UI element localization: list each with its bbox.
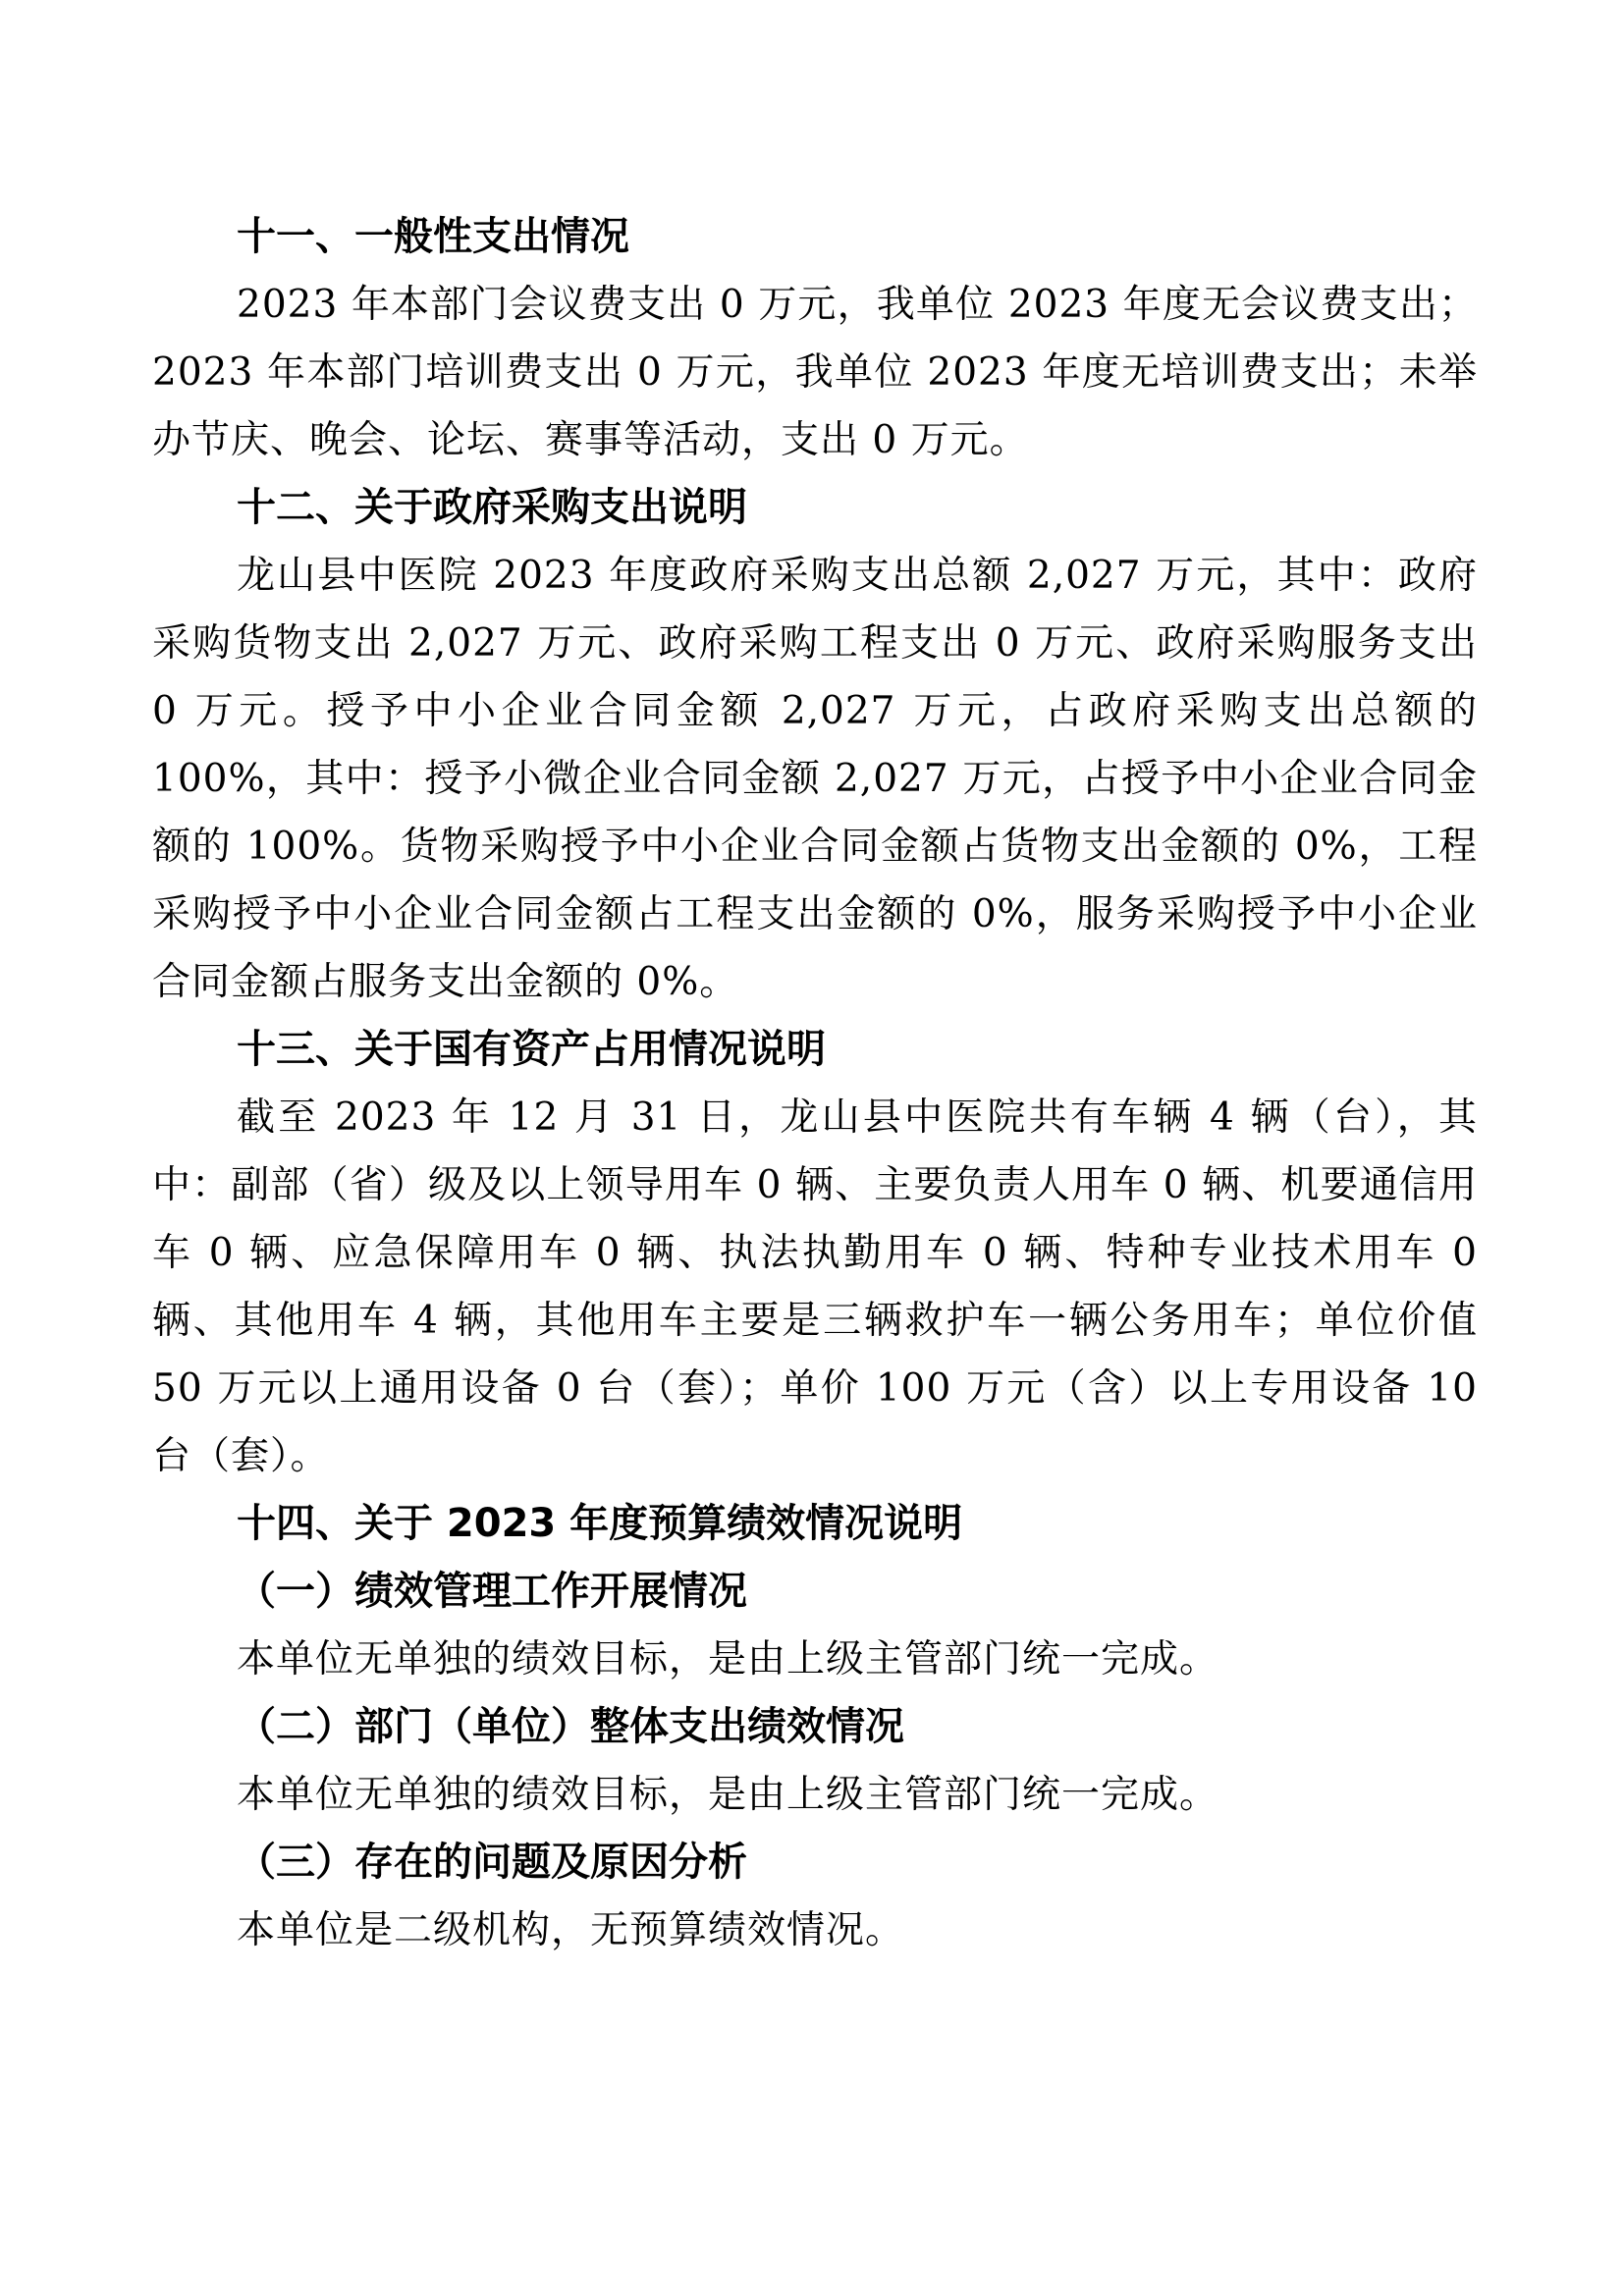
section-heading-general-expenditure: 十一、一般性支出情况 [237, 214, 629, 259]
paragraph-state-assets: 截至 2023 年 12 月 31 日，龙山县中医院共有车辆 4 辆（台），其中：副部（省）级及以上领导用车 0 辆、主要负责人用车 0 辆、机要通信用车 0 辆、应急保障用车 0 辆、执法执勤用车 0 辆、特种专业技术用车 0 辆、其他用车 4 辆，其他用车主要是三辆救护车一辆公务用车；单位价值 50 万元以上通用设备 0 台（套）；单价 100 万元（含）以上专用设备 10 台（套）。 [152, 1095, 1478, 1478]
paragraph-general-expenditure: 2023 年本部门会议费支出 0 万元，我单位 2023 年度无会议费支出；2023 年本部门培训费支出 0 万元，我单位 2023 年度无培训费支出；未举办节庆、晚会、论坛、赛事等活动，支出 0 万元。 [152, 283, 1478, 462]
paragraph-overall-performance: 本单位无单独的绩效目标，是由上级主管部门统一完成。 [237, 1773, 1219, 1817]
subsection-heading-performance-management: （一）绩效管理工作开展情况 [237, 1569, 747, 1614]
section-heading-state-assets: 十三、关于国有资产占用情况说明 [237, 1027, 826, 1072]
subsection-heading-overall-performance: （二）部门（单位）整体支出绩效情况 [237, 1704, 904, 1749]
section-heading-government-procurement: 十二、关于政府采购支出说明 [237, 485, 747, 530]
subsection-heading-problems-analysis: （三）存在的问题及原因分析 [237, 1840, 747, 1885]
paragraph-performance-management: 本单位无单独的绩效目标，是由上级主管部门统一完成。 [237, 1637, 1219, 1682]
paragraph-problems-analysis: 本单位是二级机构，无预算绩效情况。 [237, 1908, 905, 1952]
paragraph-government-procurement: 龙山县中医院 2023 年度政府采购支出总额 2,027 万元，其中：政府采购货物支出 2,027 万元、政府采购工程支出 0 万元、政府采购服务支出 0 万元。授予中小企业合同金额 2,027 万元，占政府采购支出总额的 100%，其中：授予小微企业合同金额 2,027 万元，占授予中小企业合同金额的 100%。货物采购授予中小企业合同金额占货物支出金额的 0%，工程采购授予中小企业合同金额占工程支出金额的 0%，服务采购授予中小企业合同金额占服务支出金额的 0%。 [152, 554, 1478, 1004]
section-heading-budget-performance: 十四、关于 2023 年度预算绩效情况说明 [237, 1501, 963, 1546]
document-page [152, 203, 1478, 1964]
